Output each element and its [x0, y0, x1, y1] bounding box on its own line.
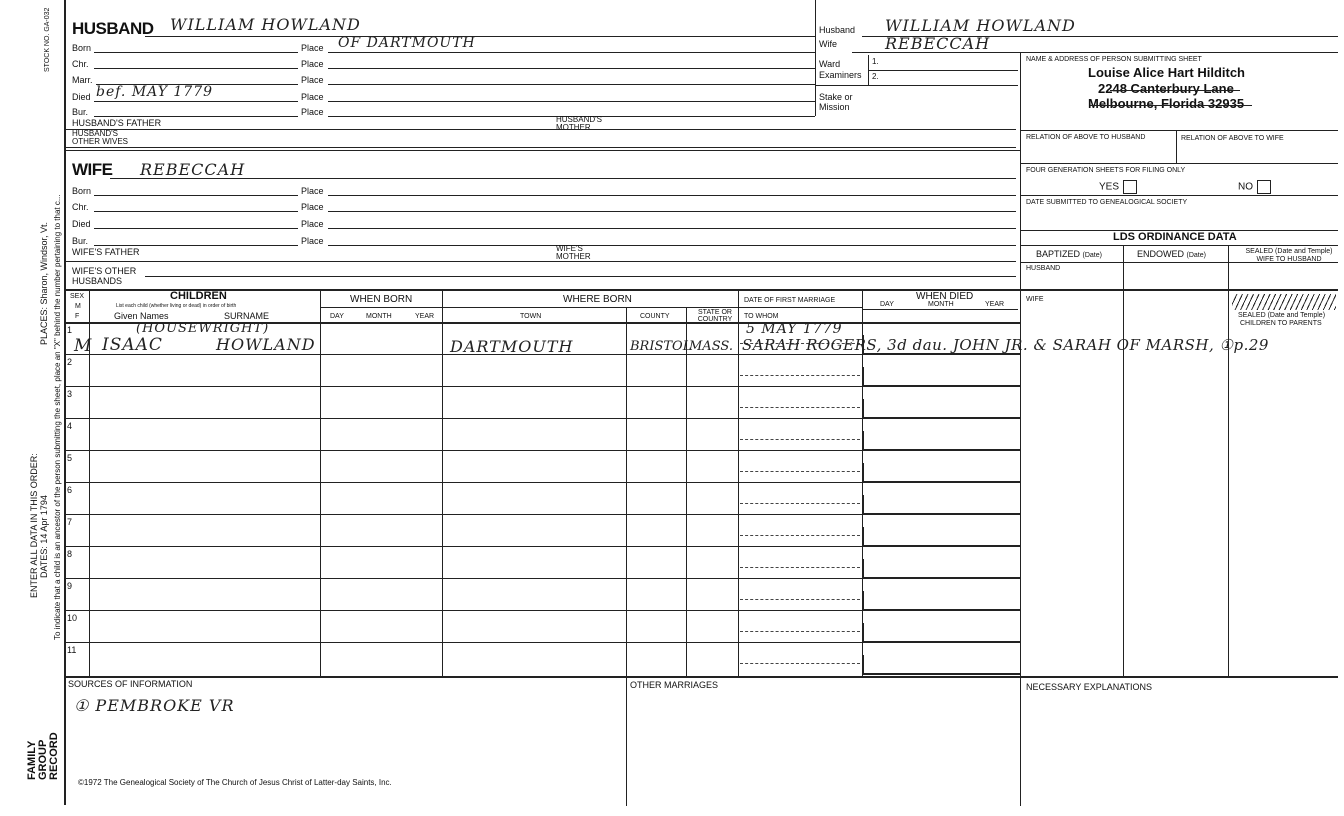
first-marriage-label: DATE OF FIRST MARRIAGE — [744, 297, 836, 304]
when-died-label: WHEN DIED — [916, 291, 974, 302]
marriage-dash — [740, 503, 860, 504]
died-box — [862, 623, 1020, 643]
lds-sealed-wife-1: SEALED (Date and Temple) — [1245, 248, 1333, 255]
husband-name: WILLIAM HOWLAND — [170, 15, 361, 34]
marriage-dash — [740, 535, 860, 536]
child-row-number: 2 — [67, 357, 73, 367]
sex-label: SEX — [70, 293, 85, 300]
marriage-dash — [740, 567, 860, 568]
died-box — [862, 655, 1020, 675]
rh-husband-value: WILLIAM HOWLAND — [885, 16, 1076, 35]
stake-label: Stake or — [819, 92, 853, 102]
born-year-label: YEAR — [415, 313, 435, 320]
child1-state: MASS. — [689, 339, 733, 354]
child-row-number: 6 — [67, 485, 73, 495]
wife-bur-place-label: Place — [301, 236, 324, 246]
child-row-number: 5 — [67, 453, 73, 463]
where-born-label: WHERE BORN — [563, 294, 632, 305]
mission-label: Mission — [819, 102, 850, 112]
wife-died-place-label: Place — [301, 219, 324, 229]
lds-sealed-child-2: CHILDREN TO PARENTS — [1240, 320, 1322, 327]
died-box — [862, 367, 1020, 387]
sealed-hatch — [1232, 294, 1336, 310]
sources-value: ① PEMBROKE VR — [74, 696, 235, 715]
lds-sealed-child-1: SEALED (Date and Temple) — [1238, 312, 1326, 319]
children-sub: List each child (whether living or dead) in order of birth — [116, 303, 237, 309]
child-row-number: 7 — [67, 517, 73, 527]
wife-label: WIFE — [72, 160, 113, 179]
indicate-note: To indicate that a child is an ancestor of the person submitting the sheet, place an "X" behind the number pertaining to that c... — [53, 194, 62, 640]
lds-baptized — [1036, 250, 1102, 259]
child1-surname: HOWLAND — [216, 335, 316, 354]
husband-mother-label: HUSBAND'S MOTHER — [556, 115, 602, 132]
wife-born-label: Born — [72, 186, 92, 196]
born-month-label: MONTH — [366, 313, 392, 320]
child1-county: BRISTOL — [630, 339, 692, 354]
died-box — [862, 495, 1020, 515]
child-row-number: 3 — [67, 389, 73, 399]
marriage-dash — [740, 375, 860, 376]
husband-died-label: Died — [72, 92, 91, 102]
rh-husband-label: Husband — [819, 25, 856, 35]
lds-endowed-label: ENDOWED — [1137, 249, 1184, 259]
husband-born-place: OF DARTMOUTH — [338, 35, 476, 51]
when-born-label: WHEN BORN — [350, 294, 413, 305]
yes-checkbox[interactable] — [1099, 180, 1137, 194]
explanations-label: NECESSARY EXPLANATIONS — [1026, 682, 1153, 692]
ward-label: Ward — [819, 59, 841, 69]
enter-all-note: ENTER ALL DATA IN THIS ORDER: — [29, 453, 39, 598]
places-note: PLACES: Sharon, Windsor, Vt. — [39, 221, 49, 345]
husband-marr-label: Marr. — [72, 75, 93, 85]
husband-died-value: bef. MAY 1779 — [96, 84, 214, 100]
date-submitted-label: DATE SUBMITTED TO GENEALOGICAL SOCIETY — [1026, 199, 1188, 206]
husband-chr-label: Chr. — [72, 59, 89, 69]
wife-name: REBECCAH — [140, 160, 246, 179]
lds-endowed — [1137, 250, 1206, 259]
child1-note: (HOUSEWRIGHT) — [136, 321, 270, 336]
wife-bur-label: Bur. — [72, 236, 89, 246]
child1-marriage-date: 5 MAY 1779 — [746, 321, 843, 337]
died-day-label: DAY — [880, 301, 894, 308]
marriage-dash — [740, 663, 860, 664]
lds-baptized-label: BAPTIZED — [1036, 249, 1081, 259]
husband-chr-place-label: Place — [301, 59, 324, 69]
examiner-2: 2. — [872, 72, 879, 81]
rh-wife-value: REBECCAH — [885, 34, 991, 53]
marriage-dash — [740, 599, 860, 600]
wife-other-husbands-label: WIFE'S OTHER HUSBANDS — [72, 266, 137, 286]
died-box — [862, 527, 1020, 547]
yes-label: YES — [1099, 181, 1120, 193]
died-box — [862, 591, 1020, 611]
relation-wife-label: RELATION OF ABOVE TO WIFE — [1181, 135, 1284, 142]
rh-wife-label: Wife — [819, 39, 837, 49]
sex-f-label: F — [75, 313, 80, 320]
submitter-city: Melbourne, Florida 32935 — [1088, 96, 1245, 111]
child1-to-whom: SARAH ROGERS, 3d dau. JOHN JR. & SARAH OF MARSH, ①p.29 — [742, 336, 1269, 354]
other-marriages-label: OTHER MARRIAGES — [630, 680, 719, 690]
no-checkbox[interactable] — [1238, 180, 1271, 194]
sex-m-label: M — [75, 303, 81, 310]
marriage-dash — [740, 407, 860, 408]
child-row-number: 9 — [67, 581, 73, 591]
wife-father-label: WIFE'S FATHER — [72, 247, 140, 257]
lds-endowed-date-label: (Date) — [1186, 252, 1206, 259]
born-day-label: DAY — [330, 313, 344, 320]
marriage-dash — [740, 631, 860, 632]
child1-given: ISAAC — [102, 335, 163, 355]
lds-wife-label: WIFE — [1026, 296, 1044, 303]
marriage-dash — [740, 471, 860, 472]
husband-father-label: HUSBAND'S FATHER — [72, 118, 162, 128]
husband-other-wives-label: HUSBAND'S OTHER WIVES — [72, 129, 129, 146]
child1-sex: M — [74, 336, 93, 356]
child-row-number: 4 — [67, 421, 73, 431]
husband-label: HUSBAND — [72, 19, 154, 38]
copyright: ©1972 The Genealogical Society of The Church of Jesus Christ of Latter-day Saints, Inc. — [78, 778, 392, 787]
lds-title: LDS ORDINANCE DATA — [1113, 231, 1237, 243]
side-title: FAMILY GROUP RECORD — [26, 732, 60, 780]
submitter-street: 2248 Canterbury Lane — [1098, 81, 1234, 96]
surname-label: SURNAME — [224, 311, 270, 321]
died-box — [862, 559, 1020, 579]
lds-husband-label: HUSBAND — [1026, 265, 1061, 272]
examiner-1: 1. — [872, 57, 879, 66]
stock-number: STOCK NO. GA-032 — [44, 7, 51, 72]
husband-bur-label: Bur. — [72, 107, 89, 117]
husband-marr-place-label: Place — [301, 75, 324, 85]
husband-bur-place-label: Place — [301, 107, 324, 117]
husband-born-place-label: Place — [301, 43, 324, 53]
county-label: COUNTY — [640, 313, 670, 320]
given-label: Given Names — [114, 311, 169, 321]
relation-husband-label: RELATION OF ABOVE TO HUSBAND — [1026, 134, 1146, 141]
child-row-number: 11 — [67, 645, 77, 655]
children-label: CHILDREN — [170, 290, 227, 302]
died-year-label: YEAR — [985, 301, 1005, 308]
lds-baptized-date-label: (Date) — [1082, 252, 1102, 259]
wife-chr-place-label: Place — [301, 202, 324, 212]
dates-note: DATES: 14 Apr 1794 — [39, 495, 49, 578]
lds-sealed-wife-2: WIFE TO HUSBAND — [1256, 256, 1322, 263]
wife-mother-label: WIFE'S MOTHER — [556, 244, 591, 261]
wife-died-label: Died — [72, 219, 91, 229]
died-month-label: MONTH — [928, 301, 954, 308]
no-label: NO — [1238, 181, 1253, 193]
marriage-dash — [740, 439, 860, 440]
submitter-name: Louise Alice Hart Hilditch — [1088, 65, 1245, 80]
town-label: TOWN — [520, 313, 542, 320]
wife-born-place-label: Place — [301, 186, 324, 196]
died-box — [862, 463, 1020, 483]
to-whom-label: TO WHOM — [744, 313, 779, 320]
child1-town: DARTMOUTH — [450, 337, 574, 356]
died-box — [862, 431, 1020, 451]
husband-died-place-label: Place — [301, 92, 324, 102]
child-row-number: 8 — [67, 549, 73, 559]
died-box — [862, 399, 1020, 419]
four-gen-label: FOUR GENERATION SHEETS FOR FILING ONLY — [1026, 167, 1186, 174]
child-row-number: 10 — [67, 613, 78, 623]
wife-chr-label: Chr. — [72, 202, 89, 212]
sources-label: SOURCES OF INFORMATION — [68, 679, 193, 689]
child-row-number: 1 — [67, 325, 73, 335]
husband-born-label: Born — [72, 43, 92, 53]
state-label: STATE OR COUNTRY — [697, 309, 733, 323]
submitter-label: NAME & ADDRESS OF PERSON SUBMITTING SHEET — [1026, 56, 1202, 63]
examiners-label: Examiners — [819, 70, 862, 80]
